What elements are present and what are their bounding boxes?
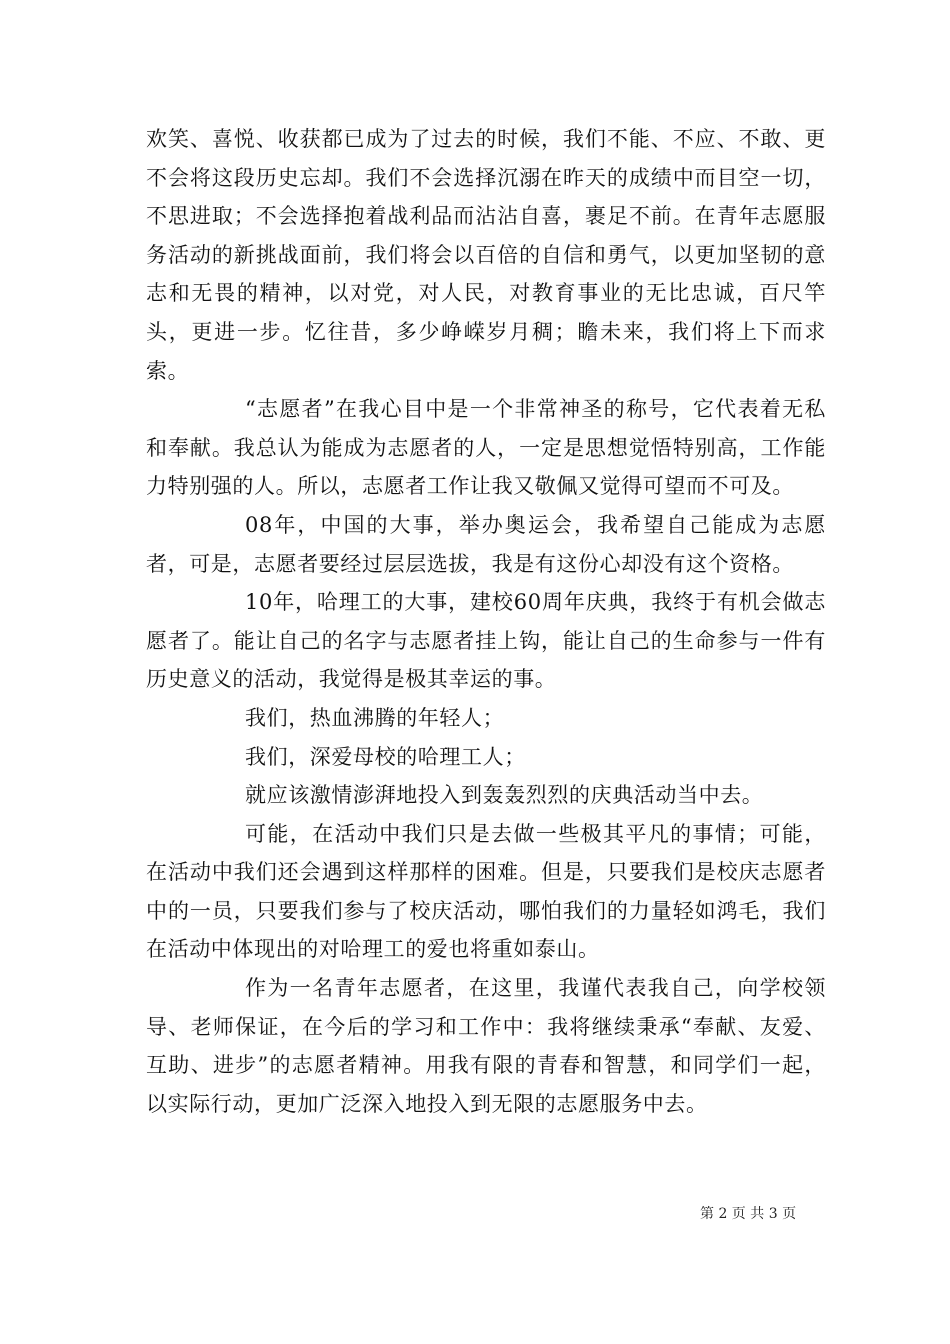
paragraph-pledge: 作为一名青年志愿者，在这里，我谨代表我自己，向学校领导、老师保证，在今后的学习和工作中：我将继续秉承“奉献、友爱、互助、进步”的志愿者精神。用我有限的青春和智慧，和同学们一起，以实际行动，更加广泛深入地投入到无限的志愿服务中去。 xyxy=(146,976,826,1116)
paragraph-continuation: 欢笑、喜悦、收获都已成为了过去的时候，我们不能、不应、不敢、更不会将这段历史忘却。我们不会选择沉溺在昨天的成绩中而目空一切，不思进取；不会选择抱着战利品而沾沾自喜，裹足不前。在青年志愿服务活动的新挑战面前，我们将会以百倍的自信和勇气，以更加坚韧的意志和无畏的精神，以对党，对人民，对教育事业的无比忠诚，百尺竿头，更进一步。忆往昔，多少峥嵘岁月稠；瞻未来，我们将上下而求索。 xyxy=(146,127,826,383)
paragraph-anniversary: 10年，哈理工的大事，建校60周年庆典，我终于有机会做志愿者了。能让自己的名字与志愿者挂上钩，能让自己的生命参与一件有历史意义的活动，我觉得是极其幸运的事。 xyxy=(146,590,826,692)
paragraph-join-celebration: 就应该激情澎湃地投入到轰轰烈烈的庆典活动当中去。 xyxy=(245,783,764,808)
paragraph-volunteer-title: “志愿者”在我心目中是一个非常神圣的称号，它代表着无私和奉献。我总认为能成为志愿者的人，一定是思想觉悟特别高，工作能力特别强的人。所以，志愿者工作让我又敬佩又觉得可望而不可及。 xyxy=(146,397,826,499)
page-number-footer: 第 2 页 共 3 页 xyxy=(700,1206,797,1222)
paragraph-ordinary-tasks: 可能，在活动中我们只是去做一些极其平凡的事情；可能，在活动中我们还会遇到这样那样的困难。但是，只要我们是校庆志愿者中的一员，只要我们参与了校庆活动，哪怕我们的力量轻如鸿毛，我们在活动中体现出的对哈理工的爱也将重如泰山。 xyxy=(146,821,826,962)
paragraph-young-people: 我们，热血沸腾的年轻人； xyxy=(245,705,505,730)
paragraph-olympics: 08年，中国的大事，举办奥运会，我希望自己能成为志愿者，可是，志愿者要经过层层选拔，我是有这份心却没有这个资格。 xyxy=(146,512,826,576)
document-body xyxy=(146,120,826,1123)
paragraph-alumni: 我们，深爱母校的哈理工人； xyxy=(245,744,526,769)
